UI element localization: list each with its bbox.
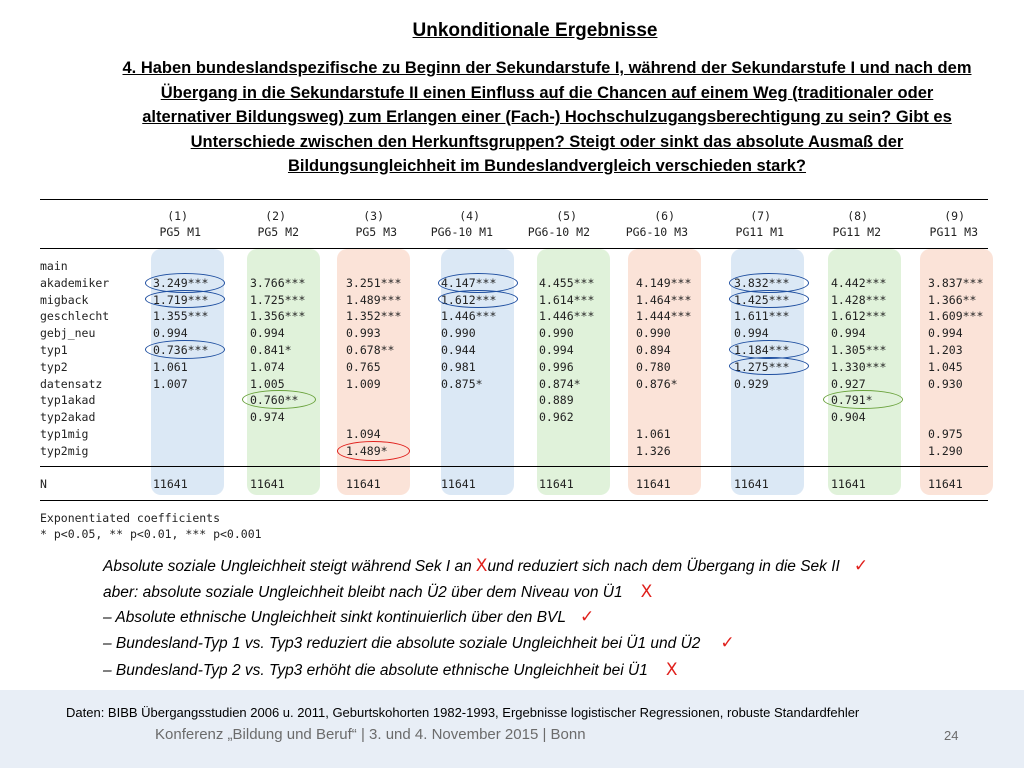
coefficient-cell: 4.442***	[831, 275, 887, 290]
coefficient-cell: 1.489*	[346, 443, 388, 458]
coefficient-cell: 0.929	[734, 376, 769, 391]
question-line: alternativer Bildungsweg) zum Erlangen einer (Fach-) Hochschulzugangsberechtigung zu sein? Gibt es	[142, 108, 952, 126]
finding-text: Absolute soziale Ungleichheit steigt während Sek I an	[103, 558, 472, 575]
check-mark: ✓	[853, 556, 869, 576]
coefficient-cell: 1.009	[346, 376, 381, 391]
column-model: PG11 M1	[735, 225, 784, 239]
column-model: PG11 M2	[832, 225, 881, 239]
row-label: typ1mig	[40, 427, 89, 441]
check-mark: ✓	[720, 633, 735, 653]
row-label: main	[40, 259, 68, 273]
coefficient-cell: 1.611***	[734, 309, 790, 324]
column-number: (3)	[363, 209, 384, 223]
column-number: (9)	[944, 209, 965, 223]
question-line: 4. Haben bundeslandspezifische zu Beginn der Sekundarstufe I, während der Sekundarstufe I und nach dem	[122, 59, 972, 77]
coefficient-cell: 1.428***	[831, 292, 887, 307]
finding-text: – Absolute ethnische Ungleichheit sinkt kontinuierlich über den BVL	[103, 609, 566, 626]
column-model: PG6-10 M3	[625, 225, 688, 239]
coefficient-cell: 0.974	[250, 410, 285, 425]
n-cell: 11641	[928, 477, 963, 491]
coefficient-cell: 1.612***	[441, 292, 497, 307]
coefficient-cell: 1.005	[250, 376, 285, 391]
coefficient-cell: 0.944	[441, 343, 476, 357]
coefficient-cell: 0.930	[928, 376, 963, 391]
coefficient-cell: 0.875*	[441, 376, 483, 391]
coefficient-cell: 0.874*	[539, 376, 581, 391]
row-label: akademiker	[40, 275, 110, 290]
n-cell: 11641	[441, 477, 476, 491]
cross-mark: X	[475, 556, 488, 576]
coefficient-cell: 1.045	[928, 359, 963, 374]
row-label: typ2akad	[40, 410, 96, 425]
row-label: geschlecht	[40, 309, 110, 324]
row-label: datensatz	[40, 376, 103, 391]
n-cell: 11641	[636, 477, 671, 491]
coefficient-cell: 0.994	[734, 326, 769, 341]
column-number: (5)	[556, 209, 577, 223]
coefficient-cell: 1.425***	[734, 292, 790, 307]
coefficient-cell: 0.791*	[831, 393, 873, 408]
coefficient-cell: 0.990	[539, 326, 574, 341]
check-mark: ✓	[580, 607, 595, 627]
coefficient-cell: 0.975	[928, 427, 963, 441]
coefficient-cell: 0.841*	[250, 343, 292, 357]
coefficient-cell: 0.993	[346, 326, 381, 341]
n-cell: 11641	[831, 477, 866, 491]
table-top-rule	[40, 199, 988, 200]
cross-mark: X	[640, 582, 653, 602]
n-cell: 11641	[346, 477, 381, 491]
finding-text: – Bundesland-Typ 1 vs. Typ3 reduziert die absolute soziale Ungleichheit bei Ü1 und Ü2	[103, 635, 701, 652]
coefficient-cell: 1.612***	[831, 309, 887, 324]
coefficient-cell: 0.981	[441, 359, 476, 374]
coefficient-cell: 0.780	[636, 359, 671, 374]
finding-4	[103, 633, 735, 653]
coefficient-cell: 1.290	[928, 443, 963, 458]
page-number: 24	[944, 728, 959, 743]
coefficient-cell: 0.760**	[250, 393, 299, 408]
highlight-oval	[823, 390, 903, 409]
coefficient-cell: 1.074	[250, 359, 285, 374]
column-model: PG6-10 M2	[527, 225, 590, 239]
coefficient-cell: 1.007	[153, 376, 188, 391]
finding-text: – Bundesland-Typ 2 vs. Typ3 erhöht die absolute ethnische Ungleichheit bei Ü1	[103, 662, 648, 679]
coefficient-cell: 1.725***	[250, 292, 306, 307]
finding-text: und reduziert sich nach dem Übergang in die Sek II	[487, 558, 840, 575]
n-cell: 11641	[734, 477, 769, 491]
highlight-oval	[729, 357, 809, 375]
table-body-rule	[40, 466, 988, 467]
coefficient-cell: 1.464***	[636, 292, 692, 307]
highlight-oval	[337, 441, 410, 461]
highlight-oval	[145, 290, 225, 308]
slide-title: Unkonditionale Ergebnisse	[412, 20, 658, 41]
finding-text: aber: absolute soziale Ungleichheit bleibt nach Ü2 über dem Niveau von Ü1	[103, 584, 623, 601]
column-number: (1)	[167, 209, 188, 223]
column-model: PG5 M3	[355, 225, 397, 239]
research-question	[62, 56, 1024, 179]
column-model: PG5 M1	[159, 225, 201, 239]
coefficient-cell: 3.837***	[928, 275, 984, 290]
table-bottom-rule	[40, 500, 988, 501]
coefficient-cell: 4.147***	[441, 275, 497, 290]
column-model: PG6-10 M1	[430, 225, 493, 239]
table-header-rule	[40, 248, 988, 249]
coefficient-cell: 1.366**	[928, 292, 977, 307]
coefficient-cell: 0.736***	[153, 343, 209, 357]
finding-1	[103, 556, 868, 576]
finding-5	[103, 660, 678, 680]
table-note: * p<0.05, ** p<0.01, *** p<0.001	[40, 527, 262, 541]
row-label: typ2	[40, 359, 68, 374]
coefficient-cell: 0.876*	[636, 376, 678, 391]
coefficient-cell: 1.489***	[346, 292, 402, 307]
coefficient-cell: 3.766***	[250, 275, 306, 290]
finding-3	[103, 607, 594, 627]
coefficient-cell: 3.249***	[153, 275, 209, 290]
column-number: (6)	[654, 209, 675, 223]
row-label: N	[40, 477, 47, 491]
row-label: typ1	[40, 343, 68, 357]
coefficient-cell: 1.355***	[153, 309, 209, 324]
column-number: (2)	[265, 209, 286, 223]
coefficient-cell: 0.678**	[346, 343, 395, 357]
coefficient-cell: 1.061	[153, 359, 188, 374]
coefficient-cell: 1.094	[346, 427, 381, 441]
highlight-oval	[242, 390, 316, 409]
highlight-oval	[729, 290, 809, 308]
coefficient-cell: 1.356***	[250, 309, 306, 324]
coefficient-cell: 1.275***	[734, 359, 790, 374]
coefficient-cell: 3.251***	[346, 275, 402, 290]
coefficient-cell: 4.455***	[539, 275, 595, 290]
coefficient-cell: 1.330***	[831, 359, 887, 374]
n-cell: 11641	[153, 477, 188, 491]
row-label: typ2mig	[40, 443, 89, 458]
coefficient-cell: 1.203	[928, 343, 963, 357]
coefficient-cell: 1.444***	[636, 309, 692, 324]
question-line: Unterschiede zwischen den Herkunftsgruppen? Steigt oder sinkt das absolute Ausmaß der	[190, 132, 904, 151]
coefficient-cell: 0.927	[831, 376, 866, 391]
n-cell: 11641	[539, 477, 574, 491]
conference-label: Konferenz „Bildung und Beruf“ | 3. und 4. November 2015 | Bonn	[155, 726, 586, 743]
coefficient-cell: 1.446***	[539, 309, 595, 324]
row-label: migback	[40, 292, 89, 307]
column-model: PG11 M3	[929, 225, 978, 239]
highlight-oval	[438, 290, 518, 308]
coefficient-cell: 0.994	[928, 326, 963, 341]
table-note: Exponentiated coefficients	[40, 511, 221, 525]
coefficient-cell: 1.614***	[539, 292, 595, 307]
highlight-oval	[145, 340, 225, 359]
cross-mark: X	[665, 660, 678, 680]
column-number: (4)	[459, 209, 480, 223]
coefficient-cell: 0.994	[539, 343, 574, 357]
coefficient-cell: 0.765	[346, 359, 381, 374]
coefficient-cell: 1.061	[636, 427, 671, 441]
coefficient-cell: 1.446***	[441, 309, 497, 324]
row-label: gebj_neu	[40, 326, 96, 341]
coefficient-cell: 0.994	[153, 326, 188, 341]
coefficient-cell: 3.832***	[734, 275, 790, 290]
coefficient-cell: 0.990	[441, 326, 476, 341]
coefficient-cell: 0.996	[539, 359, 574, 374]
row-label: typ1akad	[40, 393, 96, 408]
coefficient-cell: 1.326	[636, 443, 671, 458]
coefficient-cell: 0.894	[636, 343, 671, 357]
coefficient-cell: 1.184***	[734, 343, 790, 357]
coefficient-cell: 0.904	[831, 410, 866, 425]
question-line: Bildungsungleichheit im Bundeslandvergleich verschieden stark?	[287, 157, 807, 175]
coefficient-cell: 1.305***	[831, 343, 887, 357]
coefficient-cell: 1.352***	[346, 309, 402, 324]
coefficient-cell: 1.609***	[928, 309, 984, 324]
column-number: (7)	[750, 209, 771, 223]
data-source-note: Daten: BIBB Übergangsstudien 2006 u. 2011, Geburtskohorten 1982-1993, Ergebnisse logistischer Regressionen, robuste Standardfehler	[66, 705, 860, 720]
coefficient-cell: 4.149***	[636, 275, 692, 290]
coefficient-cell: 1.719***	[153, 292, 209, 307]
coefficient-cell: 0.994	[831, 326, 866, 341]
question-line: Übergang in die Sekundarstufe II einen Einfluss auf die Chancen auf einem Weg (traditionaler oder	[160, 83, 934, 102]
n-cell: 11641	[250, 477, 285, 491]
coefficient-cell: 0.889	[539, 393, 574, 408]
coefficient-cell: 0.990	[636, 326, 671, 341]
column-number: (8)	[847, 209, 868, 223]
column-model: PG5 M2	[257, 225, 299, 239]
finding-2	[103, 582, 652, 602]
coefficient-cell: 0.962	[539, 410, 574, 425]
coefficient-cell: 0.994	[250, 326, 285, 341]
